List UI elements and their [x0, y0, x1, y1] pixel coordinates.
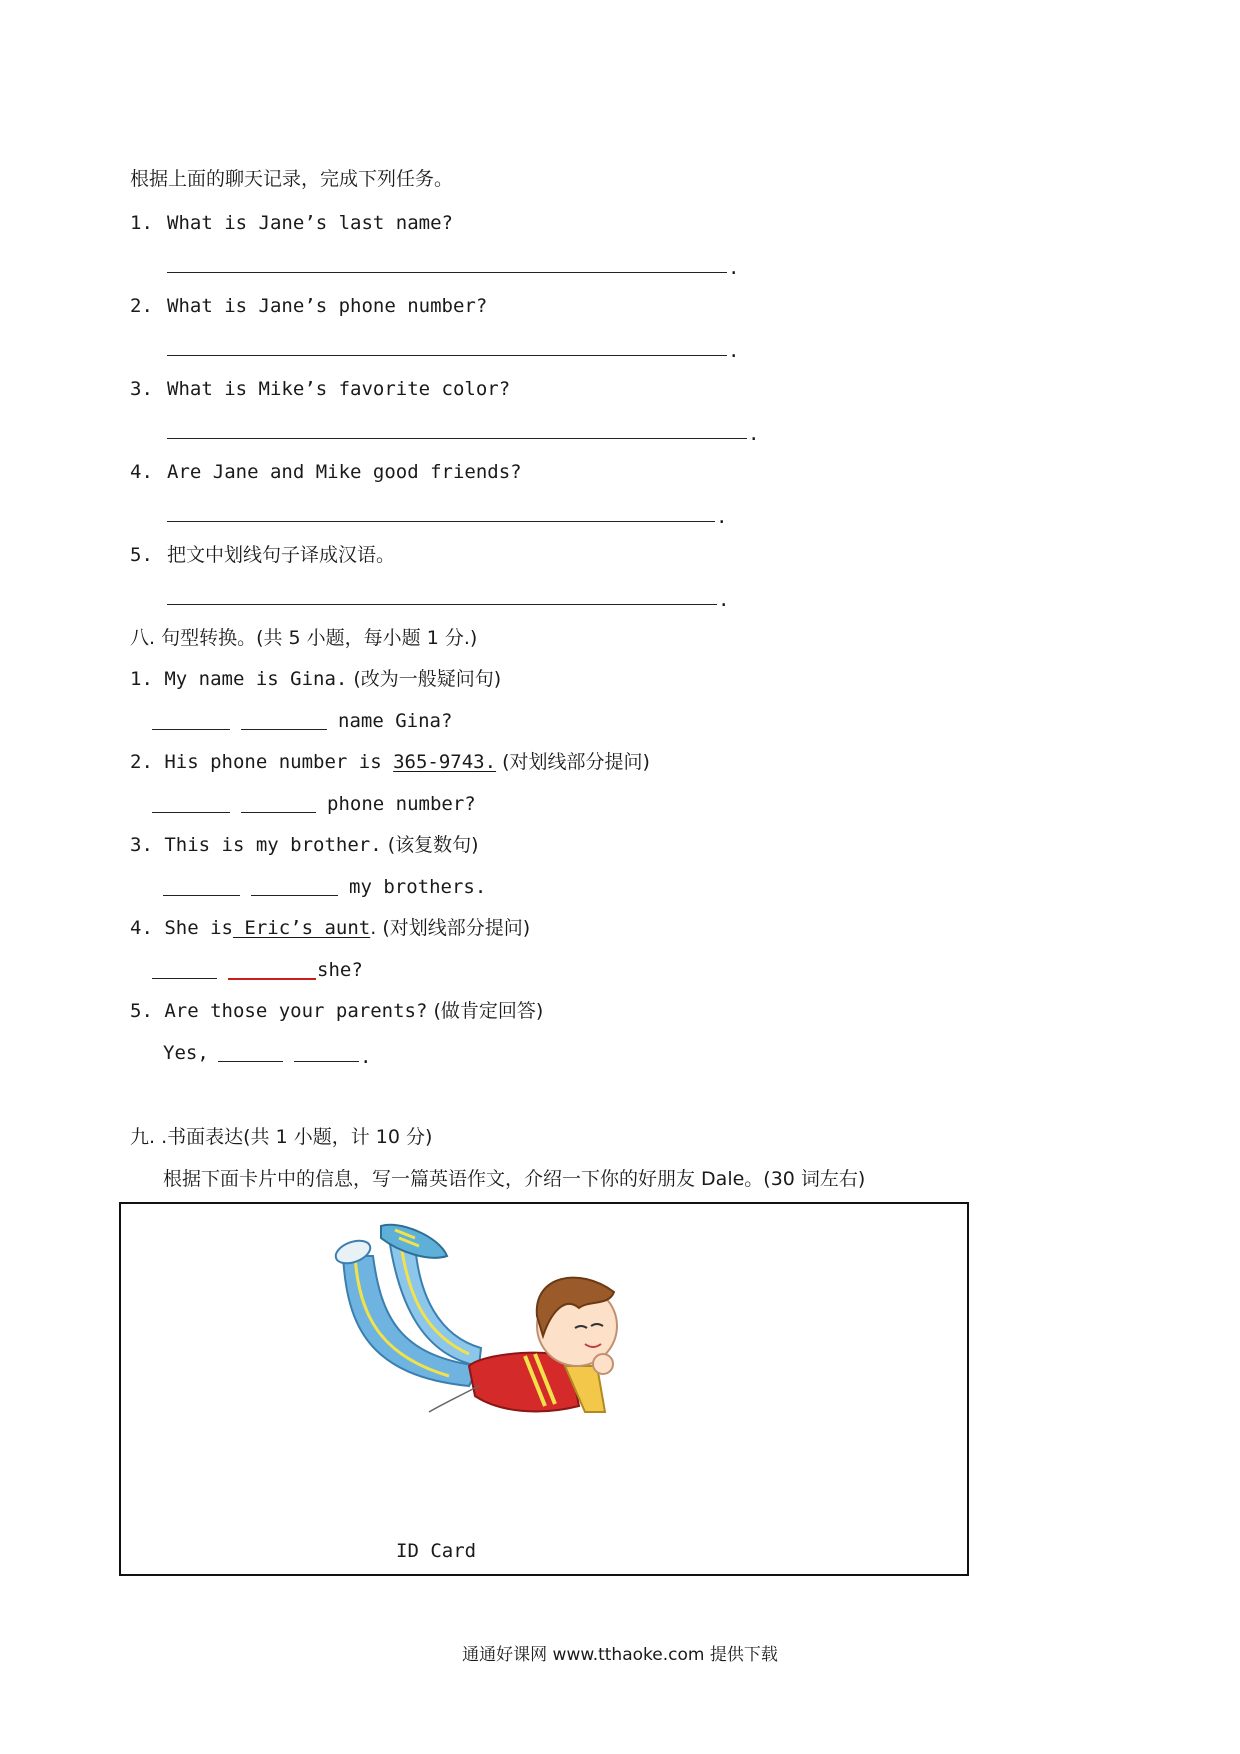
transform-prompt: [130, 749, 650, 775]
id-card-label: ID Card: [396, 1540, 477, 1562]
prompt-text: 1. My name is Gina.: [130, 668, 348, 690]
question-number: 3.: [130, 378, 153, 400]
underlined-part: 365-9743.: [393, 751, 497, 773]
prompt-instruction: (做肯定回答): [427, 1000, 544, 1022]
question-text: What is Mike’s favorite color?: [167, 378, 511, 400]
answer-blank[interactable]: [152, 812, 230, 813]
footer-credit: 通通好课网 www.tthaoke.com 提供下载: [462, 1645, 778, 1665]
section-9-title: 九. .书面表达(共 1 小题，计 10 分): [130, 1126, 433, 1148]
question-number: 2.: [130, 295, 153, 317]
answer-blank[interactable]: [218, 1061, 283, 1062]
answer-prefix: Yes,: [163, 1042, 209, 1064]
transform-prompt: [130, 998, 543, 1024]
prompt-instruction: . (对划线部分提问): [370, 917, 531, 939]
answer-blank[interactable]: [294, 1061, 359, 1062]
answer-blank[interactable]: [152, 729, 230, 730]
period: .: [360, 1046, 372, 1068]
prompt-text: 3. This is my brother.: [130, 834, 382, 856]
question-number: 1.: [130, 212, 153, 234]
question-text: Are Jane and Mike good friends?: [167, 461, 522, 483]
period: .: [728, 340, 740, 362]
answer-line[interactable]: [167, 355, 727, 356]
question-text: 把文中划线句子译成汉语。: [167, 544, 396, 566]
instructions-heading: 根据上面的聊天记录，完成下列任务。: [130, 168, 454, 190]
boy-lying-illustration: [329, 1216, 669, 1466]
answer-tail: my brothers.: [349, 876, 487, 898]
question-text: What is Jane’s last name?: [167, 212, 453, 234]
prompt-instruction: (改为一般疑问句): [347, 668, 502, 690]
transform-prompt: [130, 915, 530, 941]
answer-blank[interactable]: [251, 895, 338, 896]
answer-blank-highlighted[interactable]: [228, 978, 316, 980]
transform-prompt: [130, 666, 501, 692]
prompt-text: 2. His phone number is: [130, 751, 394, 773]
writing-instruction: 根据下面卡片中的信息，写一篇英语作文，介绍一下你的好朋友 Dale。(30 词左右): [163, 1168, 866, 1190]
section-8-title: 八. 句型转换。(共 5 小题，每小题 1 分.): [130, 627, 478, 649]
answer-blank[interactable]: [163, 895, 240, 896]
period: .: [748, 423, 760, 445]
underlined-part: Eric’s aunt: [232, 917, 371, 939]
question-number: 4.: [130, 461, 153, 483]
answer-line[interactable]: [167, 438, 747, 439]
prompt-instruction: (该复数句): [381, 834, 479, 856]
transform-prompt: [130, 832, 479, 858]
period: .: [728, 257, 740, 279]
answer-line[interactable]: [167, 604, 717, 605]
period: .: [718, 589, 730, 611]
question-text: What is Jane’s phone number?: [167, 295, 488, 317]
answer-tail: name Gina?: [338, 710, 453, 732]
answer-tail: phone number?: [327, 793, 476, 815]
prompt-instruction: (对划线部分提问): [496, 751, 650, 773]
answer-line[interactable]: [167, 272, 727, 273]
question-number: 5.: [130, 544, 153, 566]
answer-tail: she?: [317, 959, 363, 981]
answer-blank[interactable]: [241, 729, 327, 730]
prompt-text: 5. Are those your parents?: [130, 1000, 428, 1022]
prompt-text: 4. She is: [130, 917, 233, 939]
id-card-box: [119, 1202, 969, 1576]
answer-line[interactable]: [167, 521, 715, 522]
answer-blank[interactable]: [152, 978, 217, 979]
period: .: [716, 506, 728, 528]
answer-blank[interactable]: [241, 812, 316, 813]
